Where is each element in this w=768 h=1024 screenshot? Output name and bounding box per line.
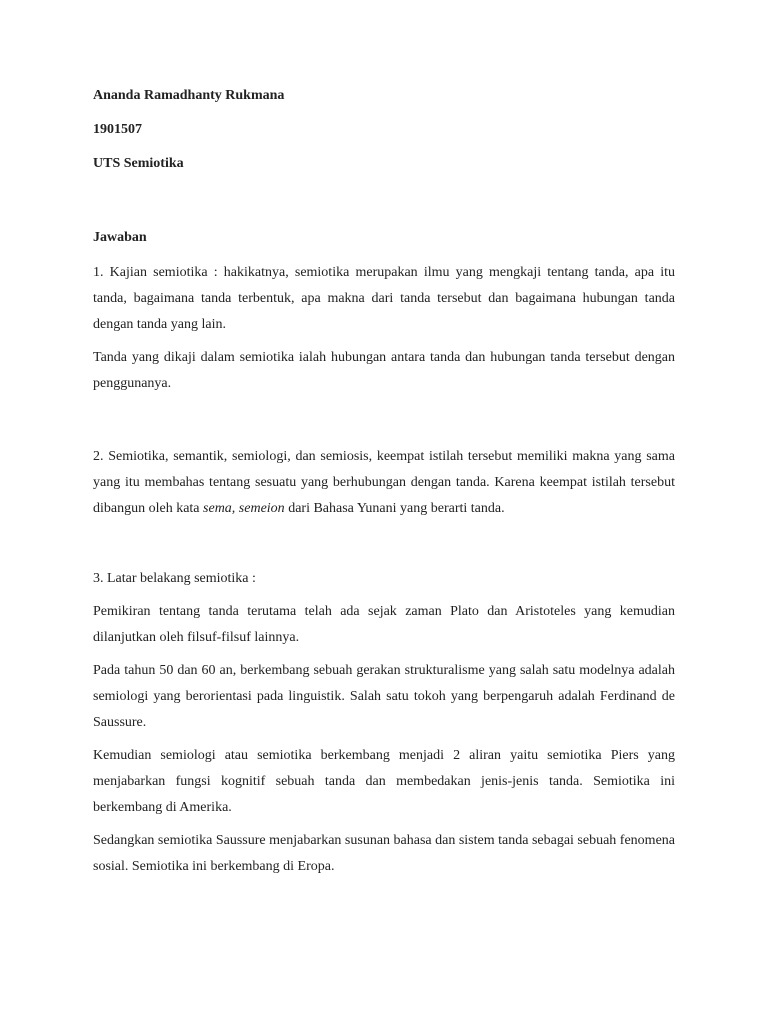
answer-1-paragraph-1: 1. Kajian semiotika : hakikatnya, semiotika merupakan ilmu yang mengkaji tentang tanda, apa itu tanda, bagaimana tanda terbentuk, apa makna dari tanda tersebut dan bagaimana hubungan tanda dengan tanda yang lain. bbox=[93, 265, 675, 332]
student-id: 1901507 bbox=[93, 122, 142, 137]
answer-2-text-start: 2. Semiotika, semantik, semiologi, dan semiosis, keempat istilah tersebut memiliki makna yang sama yang itu membahas tentang sesuatu yang berhubungan dengan tanda. Karena keempat istilah tersebut dibangun oleh kata bbox=[93, 449, 675, 516]
answer-3-paragraph-3: Kemudian semiologi atau semiotika berkembang menjadi 2 aliran yaitu semiotika Piers yang menjabarkan fungsi kognitif sebuah tanda dan membedakan jenis-jenis tanda. Semiotika ini berkembang di Amerika. bbox=[93, 748, 675, 815]
answer-3-title: 3. Latar belakang semiotika : bbox=[93, 571, 256, 586]
answer-3-paragraph-2: Pada tahun 50 dan 60 an, berkembang sebuah gerakan strukturalisme yang salah satu modelnya adalah semiologi yang berorientasi pada linguistik. Salah satu tokoh yang berpengaruh adalah Ferdinand de Saussure. bbox=[93, 663, 675, 730]
author-name: Ananda Ramadhanty Rukmana bbox=[93, 88, 285, 103]
answer-3-paragraph-4: Sedangkan semiotika Saussure menjabarkan susunan bahasa dan sistem tanda sebagai sebuah fenomena sosial. Semiotika ini berkembang di Eropa. bbox=[93, 833, 675, 874]
answer-2-italic-term: sema, semeion bbox=[203, 501, 285, 516]
answer-2-paragraph bbox=[93, 444, 675, 522]
document-page bbox=[93, 86, 675, 880]
answer-2-text-end: dari Bahasa Yunani yang berarti tanda. bbox=[284, 501, 505, 516]
course-title: UTS Semiotika bbox=[93, 156, 184, 171]
answer-1-paragraph-2: Tanda yang dikaji dalam semiotika ialah hubungan antara tanda dan hubungan tanda tersebut dengan penggunanya. bbox=[93, 350, 675, 391]
section-title: Jawaban bbox=[93, 230, 147, 245]
answer-3-paragraph-1: Pemikiran tentang tanda terutama telah ada sejak zaman Plato dan Aristoteles yang kemudian dilanjutkan oleh filsuf-filsuf lainnya. bbox=[93, 604, 675, 645]
